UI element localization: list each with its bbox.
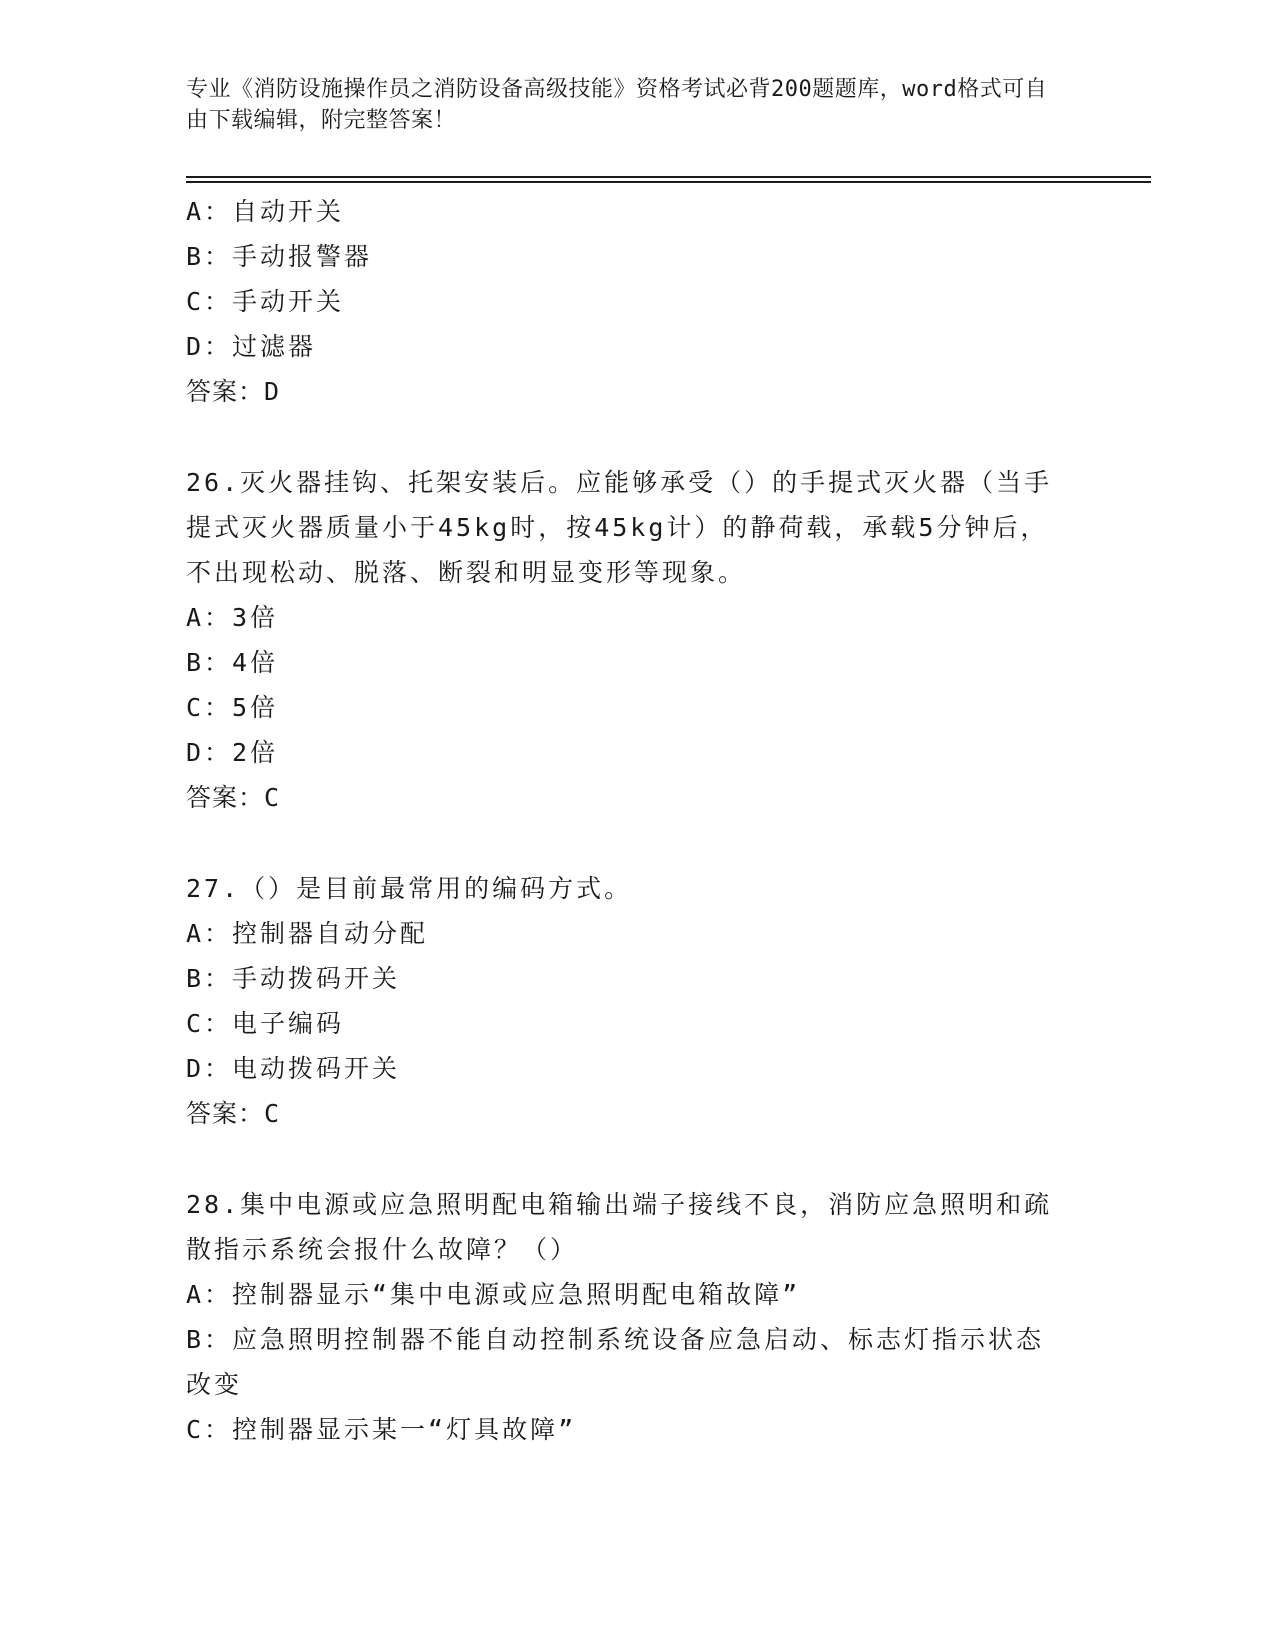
option-a: A：自动开关 xyxy=(186,197,345,226)
header-divider-top xyxy=(186,176,1151,178)
option-d: D：过滤器 xyxy=(186,332,317,361)
option-d: D：电动拨码开关 xyxy=(186,1054,401,1083)
option-b: B：手动报警器 xyxy=(186,242,373,271)
option-b: B：手动拨码开关 xyxy=(186,964,401,993)
question-content xyxy=(186,189,1066,1452)
option-a: A：控制器显示“集中电源或应急照明配电箱故障” xyxy=(186,1280,801,1309)
option-c: C：控制器显示某一“灯具故障” xyxy=(186,1415,577,1444)
question-stem: 26.灭火器挂钩、托架安装后。应能够承受（）的手提式灭火器（当手提式灭火器质量小于45kg时，按45kg计）的静荷载，承载5分钟后，不出现松动、脱落、断裂和明显变形等现象。 xyxy=(186,468,1053,587)
option-c: C：5倍 xyxy=(186,693,279,722)
question-28 xyxy=(186,1182,1066,1452)
document-header: 专业《消防设施操作员之消防设备高级技能》资格考试必背200题题库，word格式可自由下载编辑，附完整答案！ xyxy=(186,77,1048,133)
question-27 xyxy=(186,866,1066,1136)
question-stem: 27.（）是目前最常用的编码方式。 xyxy=(186,874,633,903)
option-b: B：应急照明控制器不能自动控制系统设备应急启动、标志灯指示状态改变 xyxy=(186,1325,1045,1399)
answer: 答案：C xyxy=(186,783,281,812)
question-25-tail xyxy=(186,189,1066,414)
option-a: A：控制器自动分配 xyxy=(186,919,429,948)
answer: 答案：C xyxy=(186,1099,281,1128)
header-divider-bottom xyxy=(186,181,1151,183)
option-c: C：电子编码 xyxy=(186,1009,345,1038)
option-c: C：手动开关 xyxy=(186,287,345,316)
question-26 xyxy=(186,460,1066,820)
answer: 答案：D xyxy=(186,377,281,406)
option-a: A：3倍 xyxy=(186,603,279,632)
question-stem: 28.集中电源或应急照明配电箱输出端子接线不良，消防应急照明和疏散指示系统会报什么故障？（） xyxy=(186,1190,1053,1264)
option-b: B：4倍 xyxy=(186,648,279,677)
option-d: D：2倍 xyxy=(186,738,279,767)
